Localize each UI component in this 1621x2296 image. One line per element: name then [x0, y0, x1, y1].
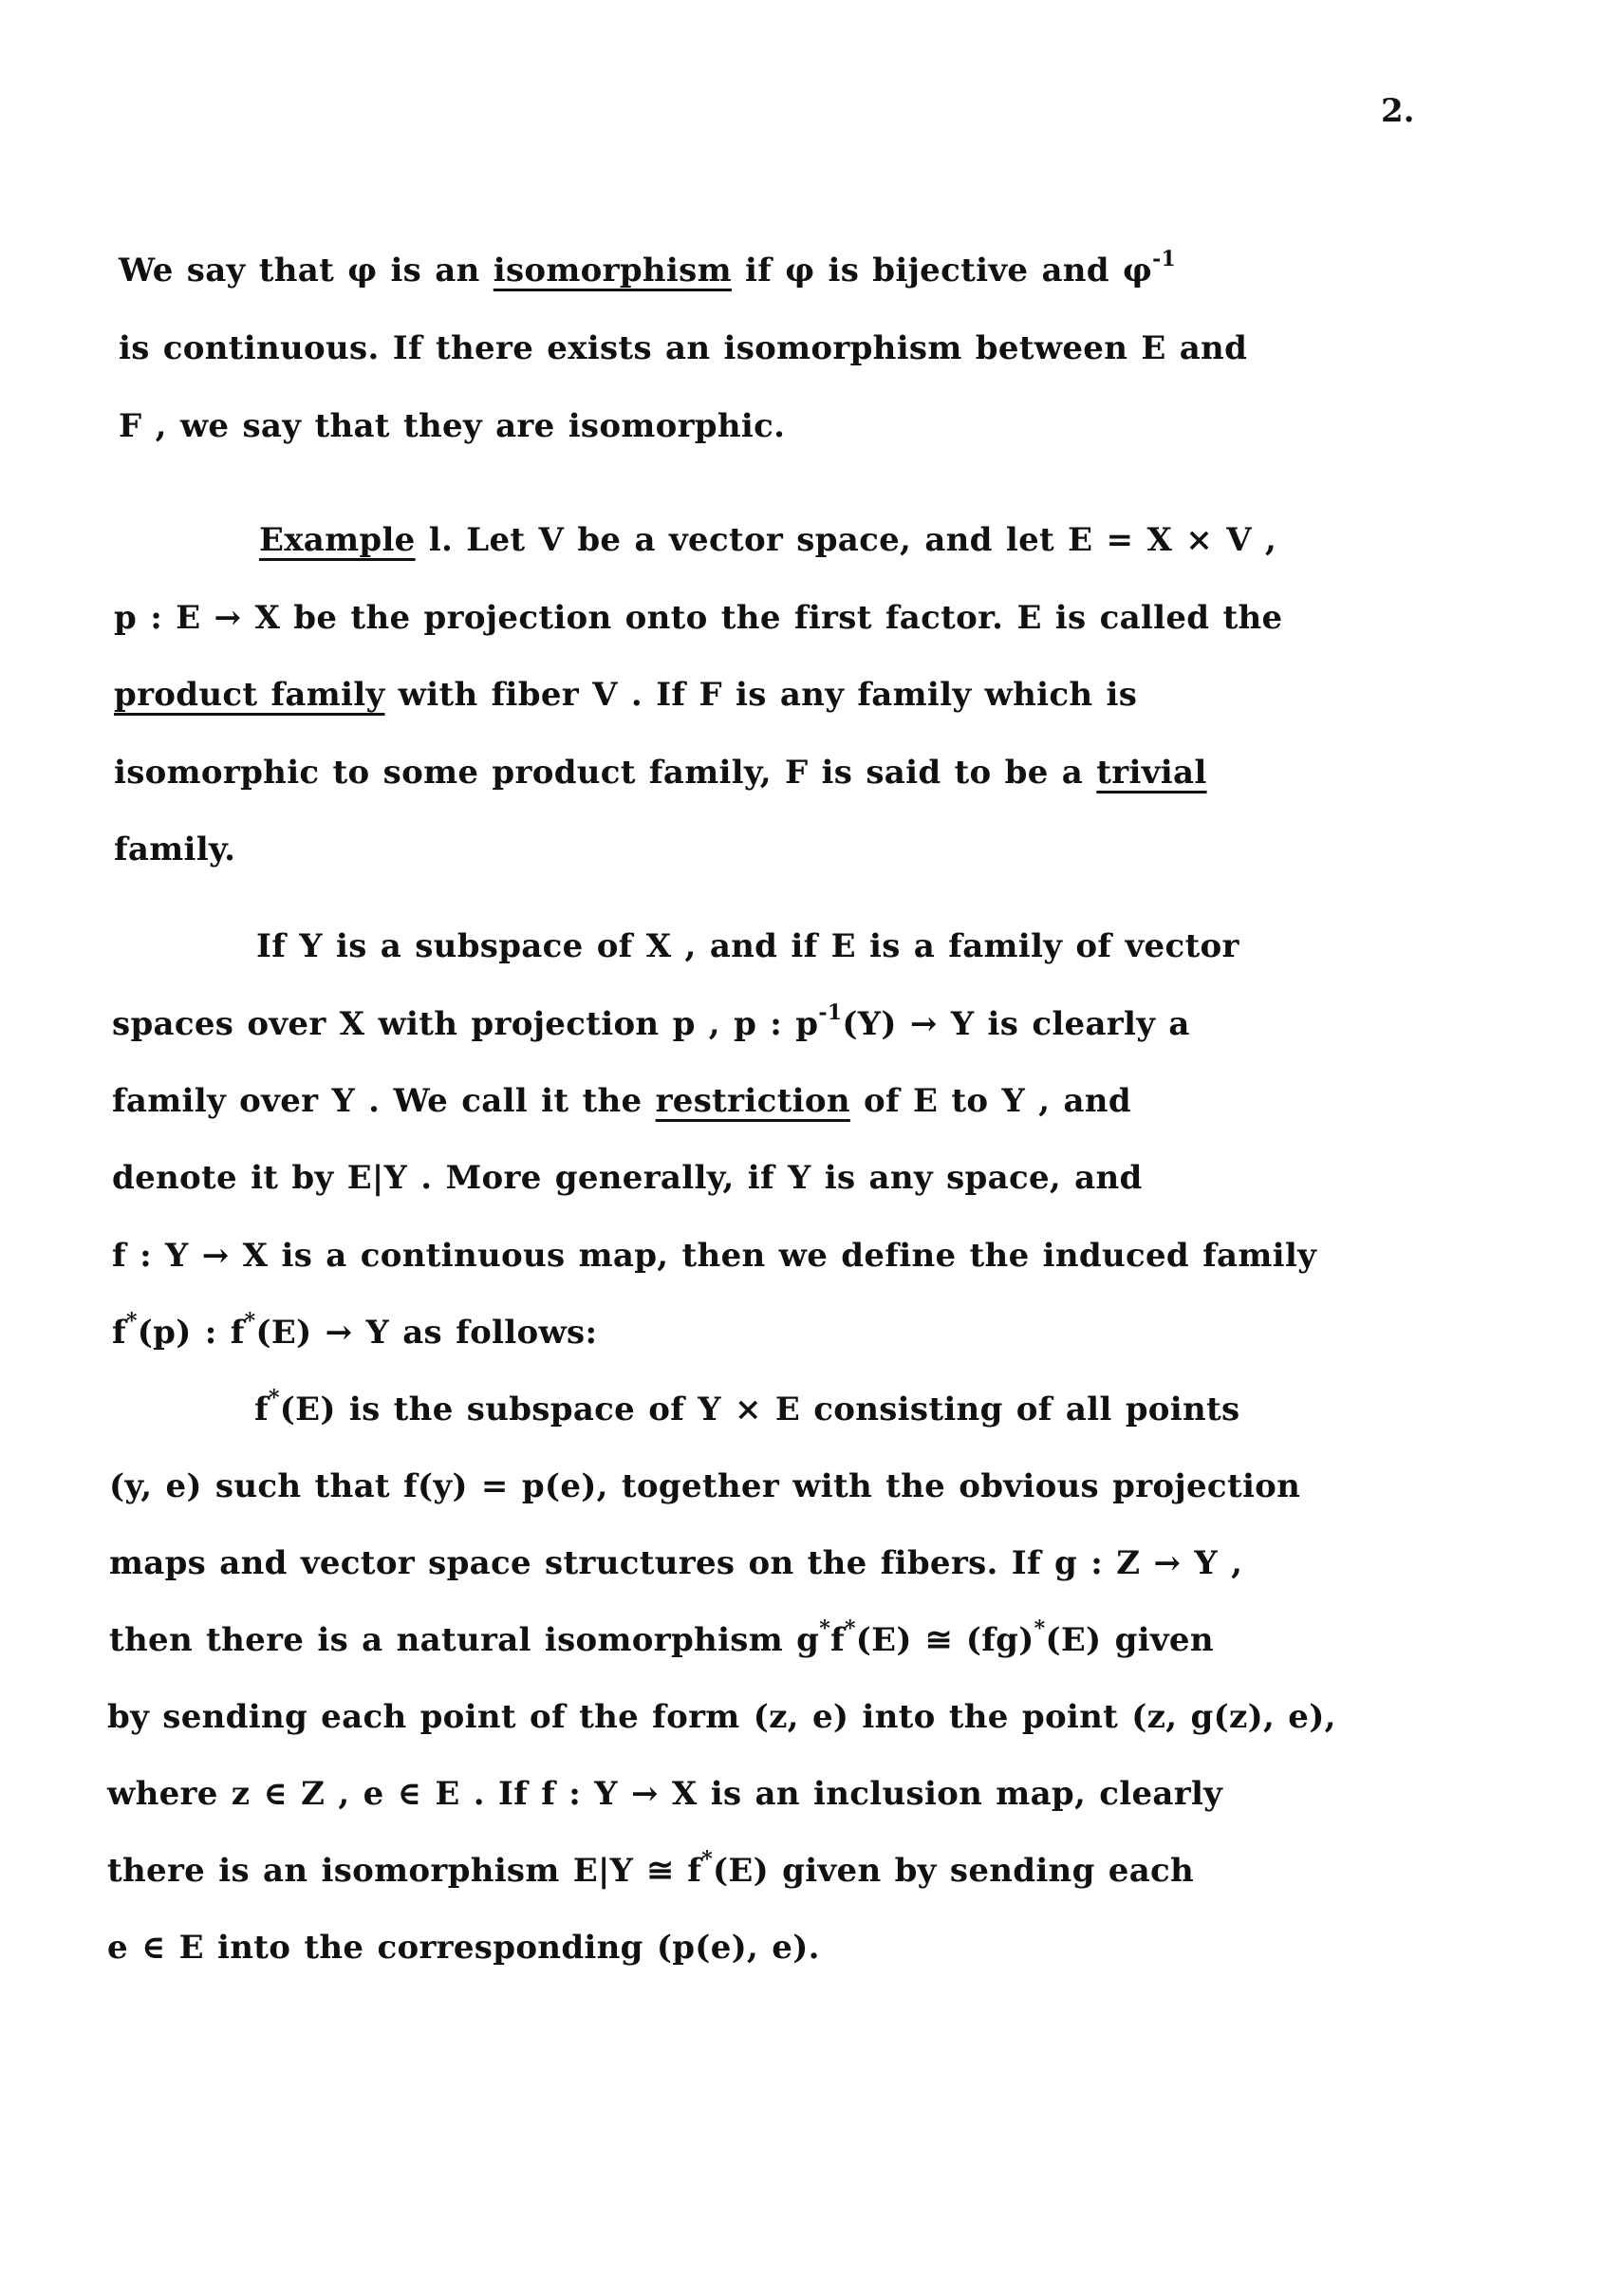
text-line-19: by sending each point of the form (z, e) into the point (z, g(z), e), [107, 1698, 1336, 1736]
text-line-4: Example l. Let V be a vector space, and let E = X × V , [259, 521, 1277, 559]
page-number: 2. [1381, 92, 1415, 130]
text-line-13: f : Y → X is a continuous map, then we define the induced family [112, 1237, 1317, 1275]
text-line-2: is continuous. If there exists an isomorphism between E and [119, 329, 1248, 367]
text-line-18: then there is a natural isomorphism g*f*(E) ≅ (fg)*(E) given [109, 1616, 1214, 1659]
term-product-family: product family [114, 676, 385, 714]
term-restriction: restriction [655, 1082, 850, 1120]
text-line-5: p : E → X be the projection onto the first factor. E is called the [114, 599, 1283, 637]
text-line-16: (y, e) such that f(y) = p(e), together with the obvious projection [109, 1467, 1301, 1505]
text-line-8: family. [114, 831, 236, 868]
text-line-11: family over Y . We call it the restriction of E to Y , and [112, 1082, 1131, 1120]
text-line-3: F , we say that they are isomorphic. [119, 407, 786, 445]
text-line-17: maps and vector space structures on the fibers. If g : Z → Y , [109, 1544, 1243, 1582]
text-line-6: product family with fiber V . If F is any family which is [114, 676, 1138, 714]
text-line-14: f*(p) : f*(E) → Y as follows: [112, 1309, 598, 1352]
text-line-12: denote it by E|Y . More generally, if Y is any space, and [112, 1159, 1143, 1197]
term-example: Example [259, 521, 416, 559]
text-line-15: f*(E) is the subspace of Y × E consisting of all points [254, 1386, 1240, 1428]
term-isomorphism: isomorphism [493, 252, 732, 289]
text-line-22: e ∈ E into the corresponding (p(e), e). [107, 1929, 820, 1967]
text-line-7: isomorphic to some product family, F is said to be a trivial [114, 754, 1207, 792]
text-line-21: there is an isomorphism E|Y ≅ f*(E) given by sending each [107, 1847, 1195, 1890]
text-line-9: If Y is a subspace of X , and if E is a family of vector [256, 927, 1239, 965]
text-line-10: spaces over X with projection p , p : $p^{-1}(Y) \to Y$ is clearly a [112, 1000, 1190, 1043]
text-line-1: We say that φ is an isomorphism if φ is bijective and $\varphi^{-1}$ [119, 247, 1177, 289]
text-line-20: where z ∈ Z , e ∈ E . If f : Y → X is an inclusion map, clearly [107, 1775, 1223, 1813]
term-trivial: trivial [1096, 754, 1207, 792]
